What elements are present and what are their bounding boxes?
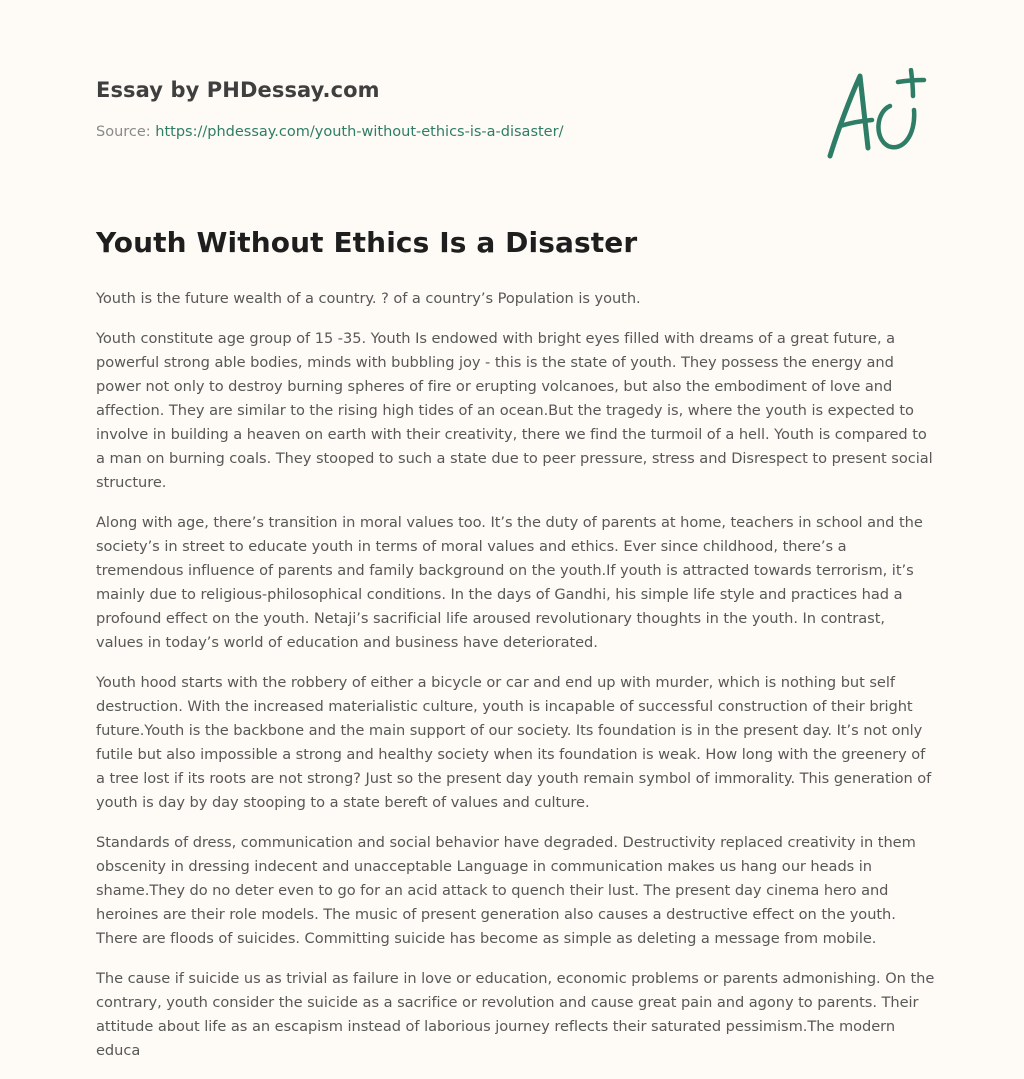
essay-paragraph: Youth is the future wealth of a country. ? of a country’s Population is youth. (96, 290, 641, 307)
essay-paragraph: Youth constitute age group of 15 -35. Youth Is endowed with bright eyes filled with dreams of a great future, a powerful strong able bodies, minds with bubbling joy - this is the state of youth. They possess the energy and power not only to destroy burning spheres of fire or erupting volcanoes, but also the embodiment of love and affection. They are similar to the rising high tides of an ocean.But the tragedy is, where the youth is expected to involve in building a heaven on earth with their creativity, there we find the turmoil of a hell. Youth is compared to a man on burning coals. They stooped to such a state due to peer pressure, stress and Disrespect to present social structure. (96, 330, 933, 491)
source-line (96, 124, 563, 140)
source-link[interactable]: https://phdessay.com/youth-without-ethics-is-a-disaster/ (155, 124, 564, 140)
site-title: Essay by PHDessay.com (96, 78, 380, 102)
a-plus-logo-icon (824, 68, 928, 164)
source-label: Source: (96, 124, 156, 140)
essay-paragraph: Along with age, there’s transition in moral values too. It’s the duty of parents at home, teachers in school and the society’s in street to educate youth in terms of moral values and ethics. Ever since childhood, there’s a tremendous influence of parents and family background on the youth.If youth is attracted towards terrorism, it’s mainly due to religious-philosophical conditions. In the days of Gandhi, his simple life style and practices had a profound effect on the youth. Netaji’s sacrificial life aroused revolutionary thoughts in the youth. In contrast, values in today’s world of education and business have deteriorated. (96, 514, 923, 651)
page-header (96, 74, 936, 184)
essay-paragraph: Standards of dress, communication and social behavior have degraded. Destructivity replaced creativity in them obscenity in dressing indecent and unacceptable Language in communication makes us hang our heads in shame.They do no deter even to go for an acid attack to quench their lust. The present day cinema hero and heroines are their role models. The music of present generation also causes a destructive effect on the youth. There are floods of suicides. Committing suicide has become as simple as deleting a message from mobile. (96, 834, 916, 947)
essay-title: Youth Without Ethics Is a Disaster (96, 226, 638, 259)
essay-body (96, 287, 936, 1079)
essay-paragraph: The cause if suicide us as trivial as failure in love or education, economic problems or parents admonishing. On the contrary, youth consider the suicide as a sacrifice or revolution and cause great pain and agony to parents. Their attitude about life as an escapism instead of laborious journey reflects their saturated pessimism.The modern educa (96, 970, 935, 1059)
essay-paragraph: Youth hood starts with the robbery of either a bicycle or car and end up with murder, which is nothing but self destruction. With the increased materialistic culture, youth is incapable of successful construction of their bright future.Youth is the backbone and the main support of our society. Its foundation is in the present day. It’s not only futile but also impossible a strong and healthy society when its foundation is weak. How long with the greenery of a tree lost if its roots are not strong? Just so the present day youth remain symbol of immorality. This generation of youth is day by day stooping to a state bereft of values and culture. (96, 674, 932, 811)
